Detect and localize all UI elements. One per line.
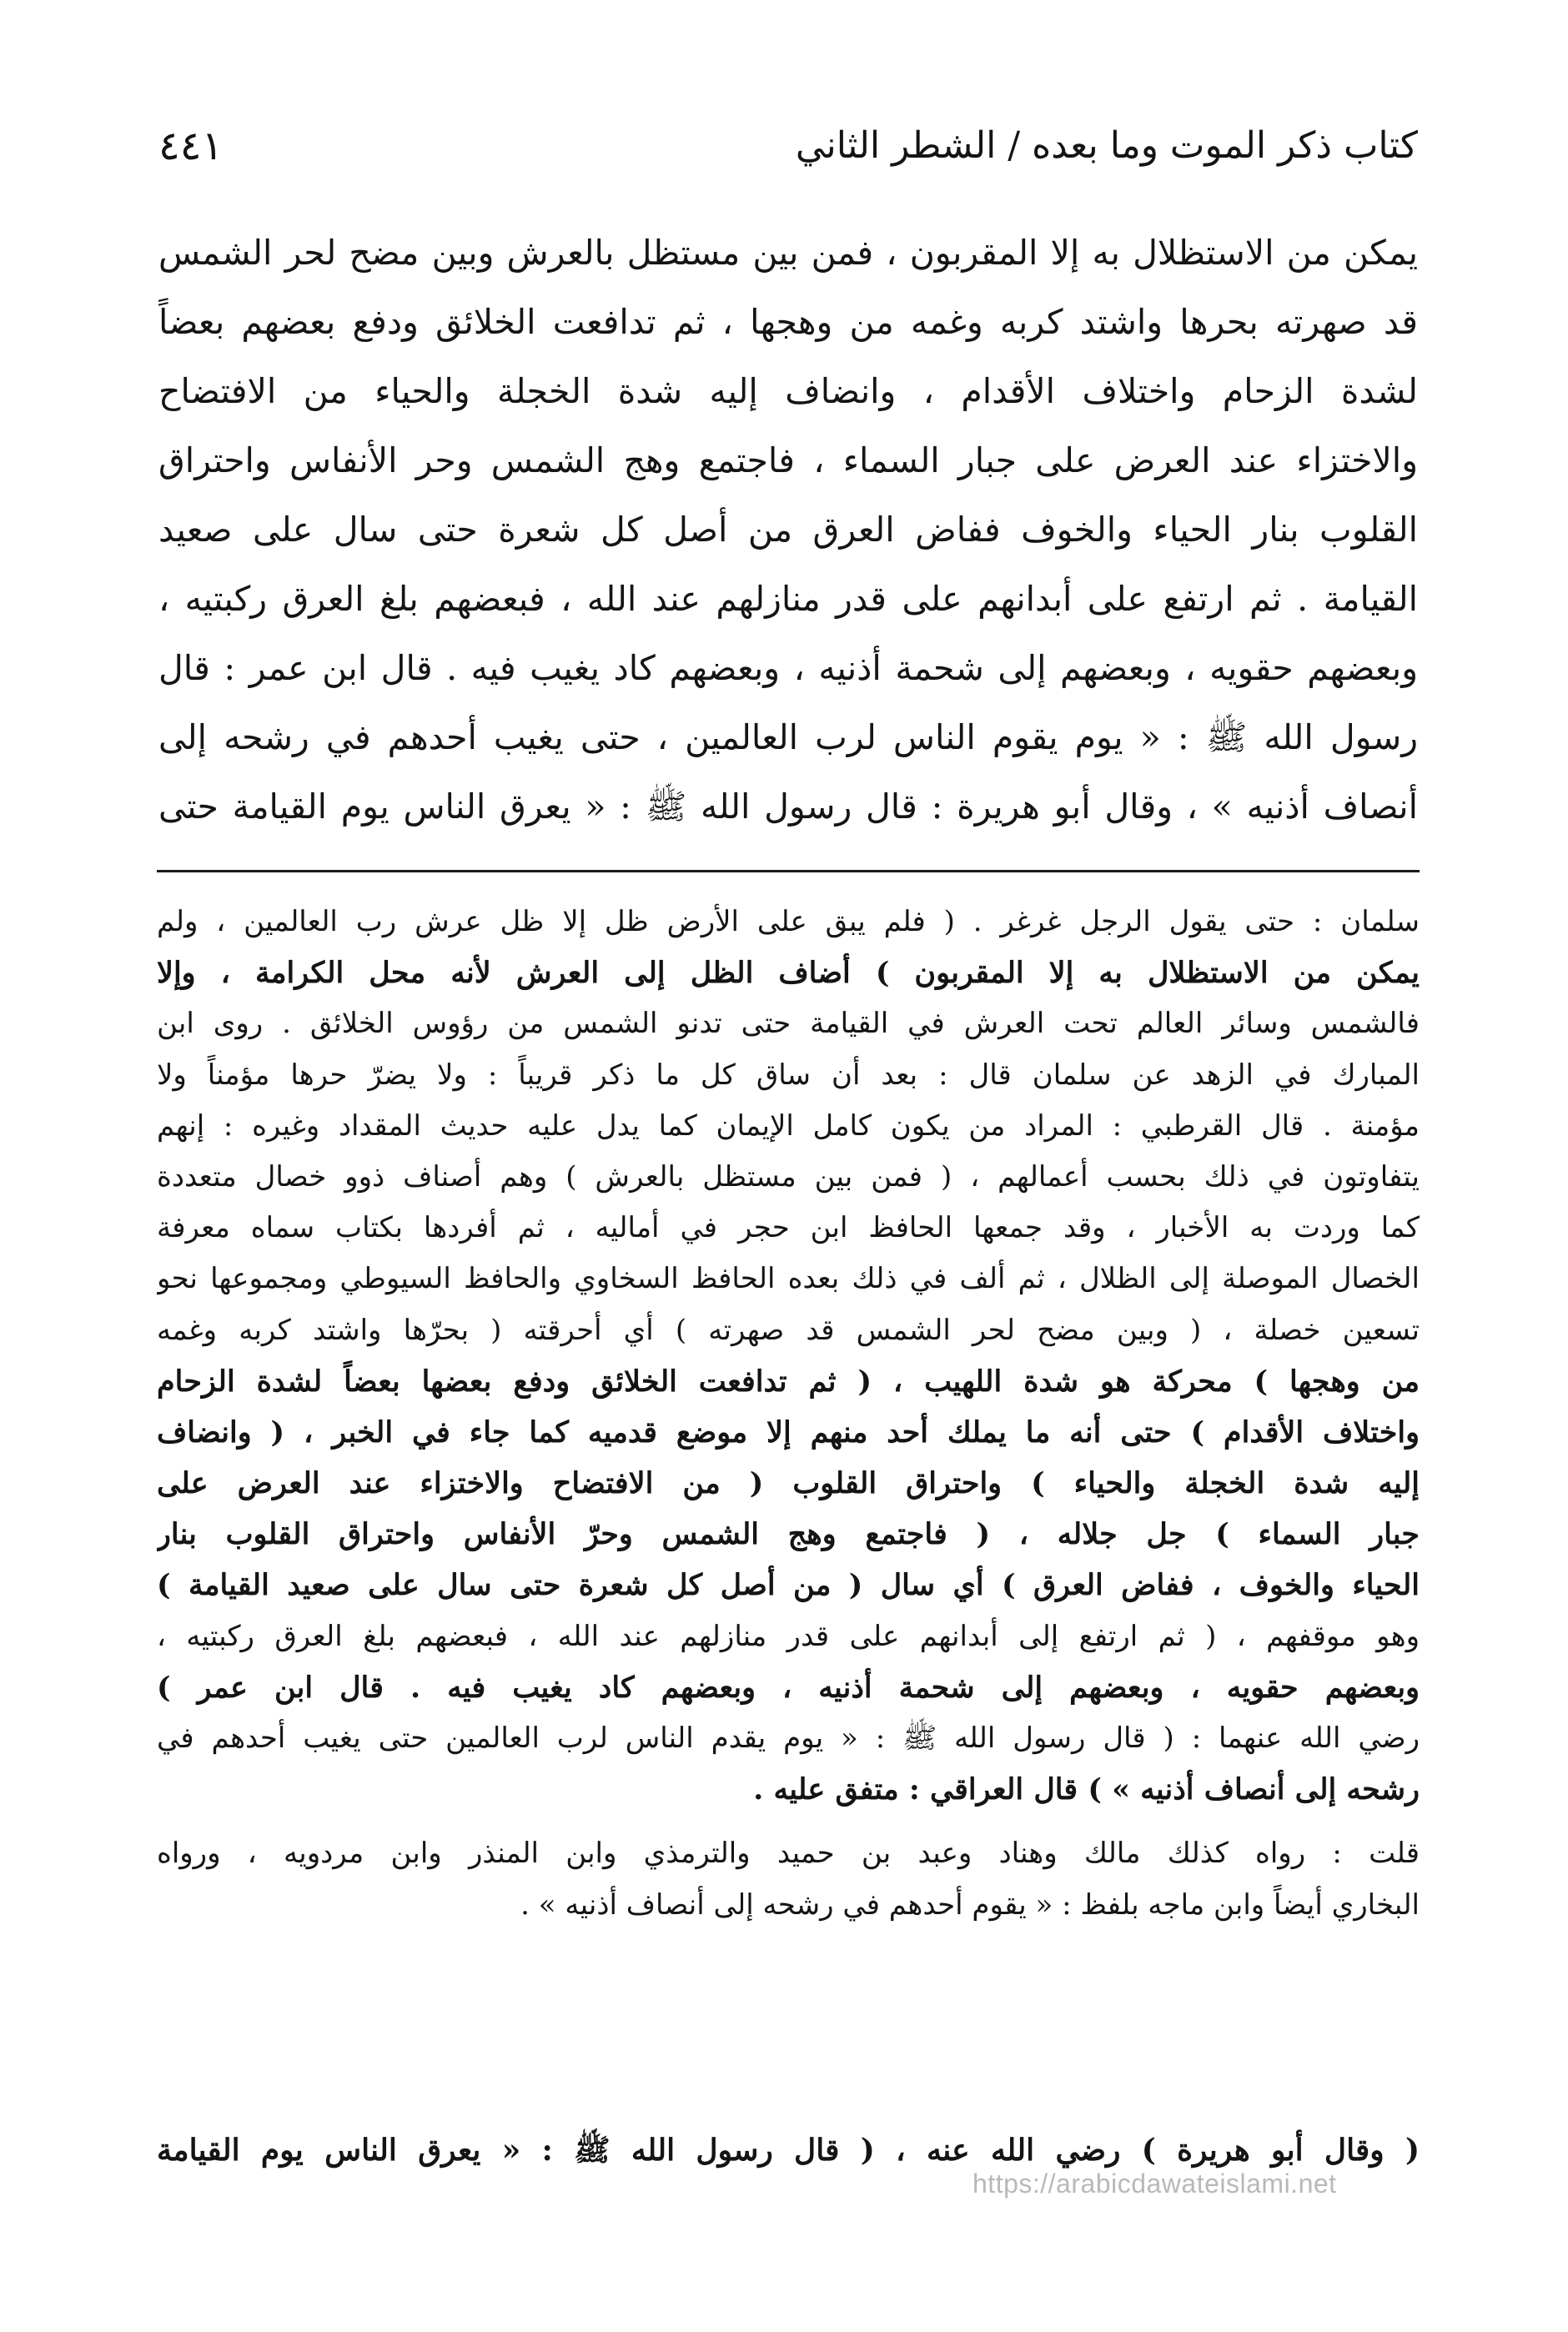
commentary-final-line: ( وقال أبو هريرة ) رضي الله عنه ، ( قال رسول الله ﷺ : « يعرق الناس يوم القيامة bbox=[157, 2133, 1420, 2168]
commentary-line: وبعضهم حقويه ، وبعضهم إلى شحمة أذنيه ، وبعضهم كاد يغيب فيه . قال ابن عمر ) bbox=[157, 1670, 1420, 1705]
commentary-line: يتفاوتون في ذلك بحسب أعمالهم ، ( فمن بين مستظل بالعرش ) وهم أصناف ذوو خصال متعددة bbox=[157, 1159, 1420, 1194]
running-title: كتاب ذكر الموت وما بعده / الشطر الثاني bbox=[795, 124, 1418, 167]
commentary-line: مؤمنة . قال القرطبي : المراد من يكون كامل الإيمان كما يدل عليه حديث المقداد وغيره : إنهم bbox=[157, 1108, 1420, 1143]
commentary-line: فالشمس وسائر العالم تحت العرش في القيامة حتى تدنو الشمس من رؤوس الخلائق . روى ابن bbox=[157, 1007, 1420, 1041]
page-number: ٤٤١ bbox=[158, 123, 224, 169]
commentary-line: كما وردت به الأخبار ، وقد جمعها الحافظ ابن حجر في أماليه ، ثم أفردها بكتاب سماه معرفة bbox=[157, 1211, 1420, 1245]
commentary-line: قلت : رواه كذلك مالك وهناد وعبد بن حميد والترمذي وابن المنذر وابن مردويه ، ورواه bbox=[157, 1837, 1420, 1871]
commentary-line: الخصال الموصلة إلى الظلال ، ثم ألف في ذلك بعده الحافظ السخاوي والحافظ السيوطي ومجموعها نحو bbox=[157, 1262, 1420, 1296]
commentary-block bbox=[157, 897, 1420, 1931]
section-divider bbox=[157, 870, 1420, 872]
commentary-line: الحياء والخوف ، ففاض العرق ) أي سال ( من أصل كل شعرة حتى سال على صعيد القيامة ) bbox=[157, 1568, 1420, 1603]
main-text-line: أنصاف أذنيه » ، وقال أبو هريرة : قال رسول الله ﷺ : « يعرق الناس يوم القيامة حتى bbox=[158, 787, 1418, 827]
commentary-line: رضي الله عنهما : ( قال رسول الله ﷺ : « يوم يقدم الناس لرب العالمين حتى يغيب أحدهم في bbox=[157, 1721, 1420, 1755]
commentary-line: جبار السماء ) جل جلاله ، ( فاجتمع وهج الشمس وحرّ الأنفاس واحتراق القلوب بنار bbox=[157, 1517, 1420, 1552]
commentary-line: من وهجها ) محركة هو شدة اللهيب ، ( ثم تدافعت الخلائق ودفع بعضها بعضاً لشدة الزحام bbox=[157, 1364, 1420, 1399]
commentary-line: رشحه إلى أنصاف أذنيه » ) قال العراقي : متفق عليه . bbox=[753, 1772, 1420, 1807]
page-header bbox=[158, 117, 1418, 183]
main-text-line: والاختزاء عند العرض على جبار السماء ، فاجتمع وهج الشمس وحر الأنفاس واحتراق bbox=[158, 440, 1418, 480]
commentary-line: وهو موقفهم ، ( ثم ارتفع إلى أبدانهم على قدر منازلهم عند الله ، فبعضهم بلغ العرق ركبتيه ، bbox=[157, 1619, 1420, 1653]
main-text-line: قد صهرته بحرها واشتد كربه وغمه من وهجها ، ثم تدافعت الخلائق ودفع بعضهم بعضاً bbox=[158, 302, 1418, 342]
commentary-line: يمكن من الاستظلال به إلا المقربون ) أضاف الظل إلى العرش لأنه محل الكرامة ، وإلا bbox=[157, 956, 1420, 991]
commentary-line: تسعين خصلة ، ( وبين مضح لحر الشمس قد صهرته ) أي أحرقته ( بحرّها واشتد كربه وغمه bbox=[157, 1313, 1420, 1347]
main-text-line: يمكن من الاستظلال به إلا المقربون ، فمن بين مستظل بالعرش وبين مضح لحر الشمس bbox=[158, 233, 1418, 273]
commentary-line: واختلاف الأقدام ) حتى أنه ما يملك أحد منهم إلا موضع قدميه كما جاء في الخبر ، ( وانضاف bbox=[157, 1415, 1420, 1450]
main-text-line: رسول الله ﷺ : « يوم يقوم الناس لرب العالمين ، حتى يغيب أحدهم في رشحه إلى bbox=[158, 717, 1418, 757]
main-text-line: القلوب بنار الحياء والخوف ففاض العرق من أصل كل شعرة حتى سال على صعيد bbox=[158, 510, 1418, 550]
main-text-block bbox=[158, 219, 1418, 842]
commentary-line: البخاري أيضاً وابن ماجه بلفظ : « يقوم أحدهم في رشحه إلى أنصاف أذنيه » . bbox=[520, 1887, 1420, 1922]
main-text-line: لشدة الزحام واختلاف الأقدام ، وانضاف إليه شدة الخجلة والحياء من الافتضاح bbox=[158, 371, 1418, 411]
main-text-line: وبعضهم حقويه ، وبعضهم إلى شحمة أذنيه ، وبعضهم كاد يغيب فيه . قال ابن عمر : قال bbox=[158, 648, 1418, 688]
commentary-line: المبارك في الزهد عن سلمان قال : بعد أن ساق كل ما ذكر قريباً : ولا يضرّ حرها مؤمناً ولا bbox=[157, 1058, 1420, 1092]
watermark-url: https://arabicdawateislami.net bbox=[972, 2169, 1337, 2199]
commentary-line: سلمان : حتى يقول الرجل غرغر . ( فلم يبق على الأرض ظل إلا ظل عرش رب العالمين ، ولم bbox=[157, 905, 1420, 938]
main-text-line: القيامة . ثم ارتفع على أبدانهم على قدر منازلهم عند الله ، فبعضهم بلغ العرق ركبتيه ، bbox=[158, 579, 1418, 619]
commentary-line: إليه شدة الخجلة والحياء ) واحتراق القلوب ( من الافتضاح والاختزاء عند العرض على bbox=[157, 1466, 1420, 1501]
